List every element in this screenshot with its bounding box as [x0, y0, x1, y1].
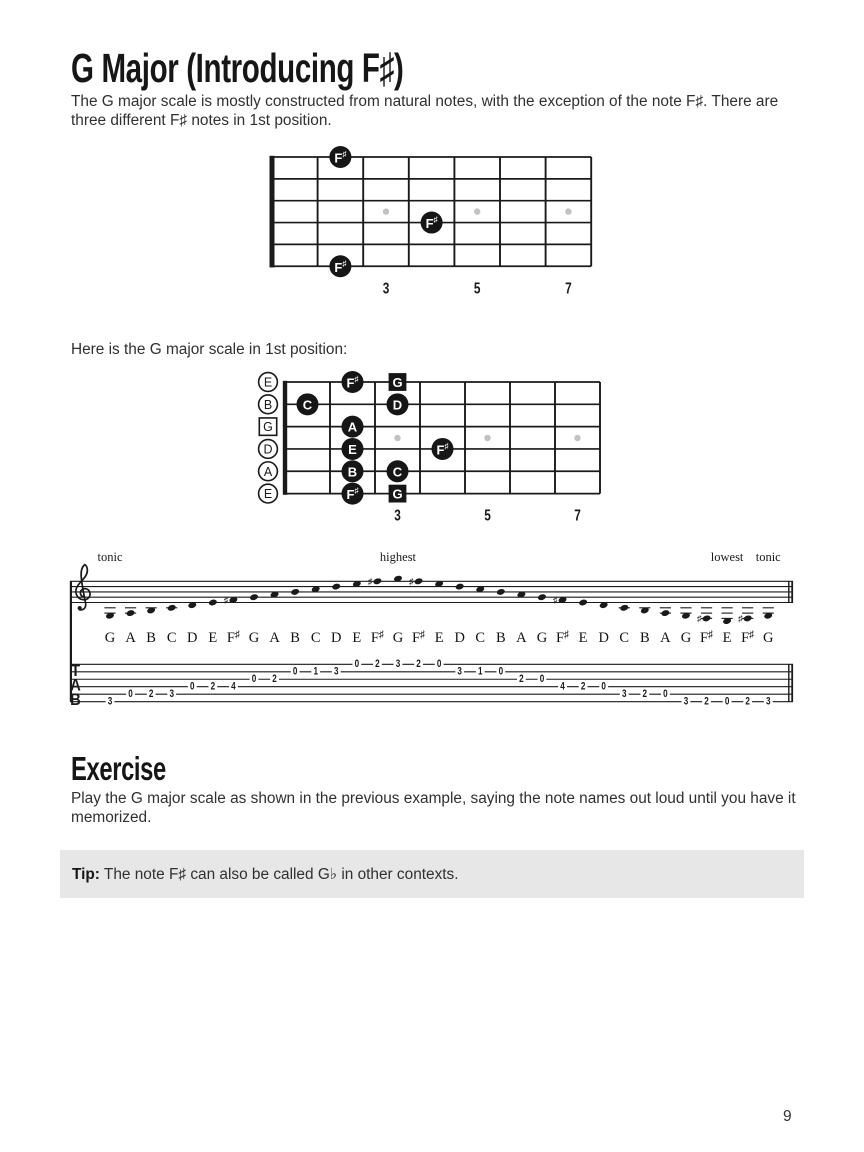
note-name-label: B [146, 630, 156, 646]
sharp-accidental: ♯ [367, 576, 373, 587]
note-name-label: E [352, 630, 362, 646]
note-name-label: E [578, 630, 588, 646]
inlay-dot [484, 435, 490, 441]
note-name-label: D [331, 630, 342, 646]
exercise-paragraph: Play the G major scale as shown in the previous example, saying the note names out loud until you have it memorized. [71, 790, 796, 826]
inlay-dot [565, 208, 571, 214]
open-string-label: B [263, 397, 273, 412]
note-name-label: D [187, 630, 198, 646]
notehead [290, 588, 300, 596]
tab-fret-number: 0 [354, 658, 360, 671]
tab-fret-number: 1 [477, 665, 483, 679]
note-name-label: F♯ [556, 629, 570, 646]
sharp-accidental: ♯ [738, 613, 743, 624]
tab-fret-number: 2 [416, 658, 421, 671]
music-notation-system [60, 545, 804, 720]
open-string-label: E [263, 487, 273, 502]
notehead [702, 614, 712, 622]
tab-fret-number: 0 [436, 658, 442, 671]
notehead [249, 593, 259, 601]
annotation-tonic: tonic [755, 550, 781, 564]
sharp-accidental: ♯ [223, 594, 229, 605]
nut [270, 156, 275, 268]
note-name-label: G [536, 630, 548, 646]
tab-fret-number: 3 [765, 695, 771, 708]
fret-number: 5 [473, 278, 481, 298]
tab-fret-number: 0 [601, 680, 606, 693]
tab-fret-number: 3 [107, 695, 113, 708]
tab-fret-number: 3 [621, 687, 627, 701]
annotation-tonic: tonic [97, 550, 123, 564]
notehead [332, 583, 342, 591]
tab-fret-number: 2 [375, 658, 380, 671]
inlay-dot [474, 208, 480, 214]
notehead [167, 604, 177, 612]
note-name-label: C [310, 630, 321, 646]
sharp-accidental: ♯ [552, 594, 558, 605]
marker-note-label: E [348, 441, 357, 457]
marker-note-label: F♯ [425, 214, 438, 231]
exercise-heading: Exercise [71, 750, 166, 787]
marker-note-label: C [392, 464, 403, 480]
notehead [496, 588, 506, 596]
note-name-label: E [722, 630, 732, 646]
tab-fret-number: 0 [539, 672, 545, 686]
notehead [661, 609, 671, 617]
tab-fret-number: 2 [148, 687, 154, 701]
open-string-label: A [263, 464, 273, 479]
marker-note-label: B [347, 464, 358, 480]
notehead [126, 609, 136, 617]
notehead [537, 593, 547, 601]
note-name-label: F♯ [226, 629, 240, 646]
tab-fret-number: 3 [169, 687, 174, 701]
marker-note-label: F♯ [436, 440, 449, 457]
tip-label: Tip: [72, 866, 100, 883]
note-name-label: G [392, 630, 404, 646]
note-name-label: C [619, 630, 630, 646]
note-name-label: C [475, 630, 486, 646]
note-name-label: A [660, 630, 671, 646]
marker-note-label: F♯ [346, 485, 359, 502]
inlay-dot [383, 208, 389, 214]
fretboard-diagram-f-sharp-positions [248, 142, 612, 302]
tab-fret-number: 4 [231, 680, 236, 693]
fret-number: 7 [574, 505, 581, 525]
intro-paragraph: The G major scale is mostly constructed from natural notes, with the exception of the note F♯. There are three different F♯ notes in 1st position. [71, 93, 779, 129]
fret-number: 7 [565, 278, 572, 298]
tab-letter-A: A [70, 676, 81, 695]
fretboard-diagram-g-major-scale [248, 363, 612, 527]
tip-body: The note F♯ can also be called G♭ in other contexts. [99, 866, 459, 883]
treble-clef-icon [76, 565, 90, 610]
fret-number: 5 [484, 505, 491, 525]
tab-fret-number: 3 [334, 665, 339, 679]
tab-fret-number: 0 [251, 672, 257, 686]
notehead [373, 577, 383, 585]
note-name-label: C [166, 630, 177, 646]
note-name-label: B [495, 630, 506, 646]
tab-fret-number: 2 [642, 687, 648, 701]
tab-fret-number: 2 [745, 695, 750, 708]
marker-note-label: A [347, 419, 358, 435]
open-string-label: E [263, 375, 273, 390]
note-name-label: G [680, 630, 692, 646]
notehead [578, 599, 588, 607]
tab-fret-number: 1 [313, 665, 318, 679]
nut [283, 381, 287, 495]
inlay-dot [394, 435, 400, 441]
marker-note-label: G [392, 486, 403, 502]
annotation-highest: highest [379, 550, 417, 564]
tab-fret-number: 0 [128, 687, 133, 701]
marker-note-label: C [302, 397, 313, 413]
sharp-accidental: ♯ [408, 576, 414, 587]
tab-fret-number: 0 [498, 665, 504, 679]
fret-number: 3 [382, 278, 390, 298]
tab-fret-number: 3 [683, 695, 689, 708]
marker-note-label: G [392, 375, 403, 390]
tab-fret-number: 0 [663, 687, 668, 701]
tab-fret-number: 4 [560, 680, 565, 693]
note-name-label: F♯ [699, 629, 714, 646]
marker-note-label: D [392, 397, 403, 413]
note-name-label: E [208, 630, 218, 646]
tab-fret-number: 0 [292, 665, 298, 679]
tab-fret-number: 3 [457, 665, 462, 679]
note-name-label: D [454, 630, 465, 646]
tip-text [60, 850, 804, 899]
marker-note-label: F♯ [334, 149, 347, 165]
notehead [414, 577, 424, 585]
note-name-label: D [598, 630, 609, 646]
tab-letter-B: B [70, 691, 81, 710]
tab-fret-number: 2 [704, 695, 709, 708]
note-name-label: G [248, 630, 260, 646]
marker-note-label: F♯ [346, 374, 359, 390]
note-name-label: A [269, 630, 280, 646]
notehead [208, 599, 218, 607]
note-name-label: B [290, 630, 300, 646]
tab-fret-number: 3 [395, 658, 401, 671]
note-name-label: A [125, 630, 136, 646]
annotation-lowest: lowest [710, 550, 744, 564]
note-name-label: F♯ [370, 629, 384, 646]
inlay-dot [574, 435, 580, 441]
note-name-label: A [516, 630, 527, 646]
tab-fret-number: 0 [190, 680, 195, 693]
notehead [619, 604, 629, 612]
note-name-label: E [434, 630, 444, 646]
tab-fret-number: 2 [580, 680, 586, 693]
page-title: G Major (Introducing F♯) [71, 45, 404, 91]
tab-fret-number: 0 [724, 695, 730, 708]
tab-letter-T: T [70, 662, 81, 681]
sharp-accidental: ♯ [696, 613, 702, 624]
tab-fret-number: 2 [519, 672, 524, 686]
marker-note-label: F♯ [334, 258, 347, 275]
open-string-label: G [263, 420, 273, 435]
page-number: 9 [783, 1108, 792, 1125]
note-name-label: F♯ [741, 629, 755, 646]
treble-clef-ball [78, 606, 82, 610]
note-name-label: G [762, 630, 774, 646]
tip-box [60, 850, 804, 898]
scale-caption: Here is the G major scale in 1st position: [71, 341, 348, 358]
tab-fret-number: 2 [272, 672, 277, 686]
notehead [743, 614, 753, 622]
open-string-label: D [263, 442, 273, 457]
notehead [455, 583, 465, 591]
note-name-label: G [104, 630, 116, 646]
note-name-label: F♯ [412, 629, 426, 646]
fret-number: 3 [394, 505, 401, 525]
tab-fret-number: 2 [210, 680, 216, 693]
note-name-label: B [639, 630, 650, 646]
